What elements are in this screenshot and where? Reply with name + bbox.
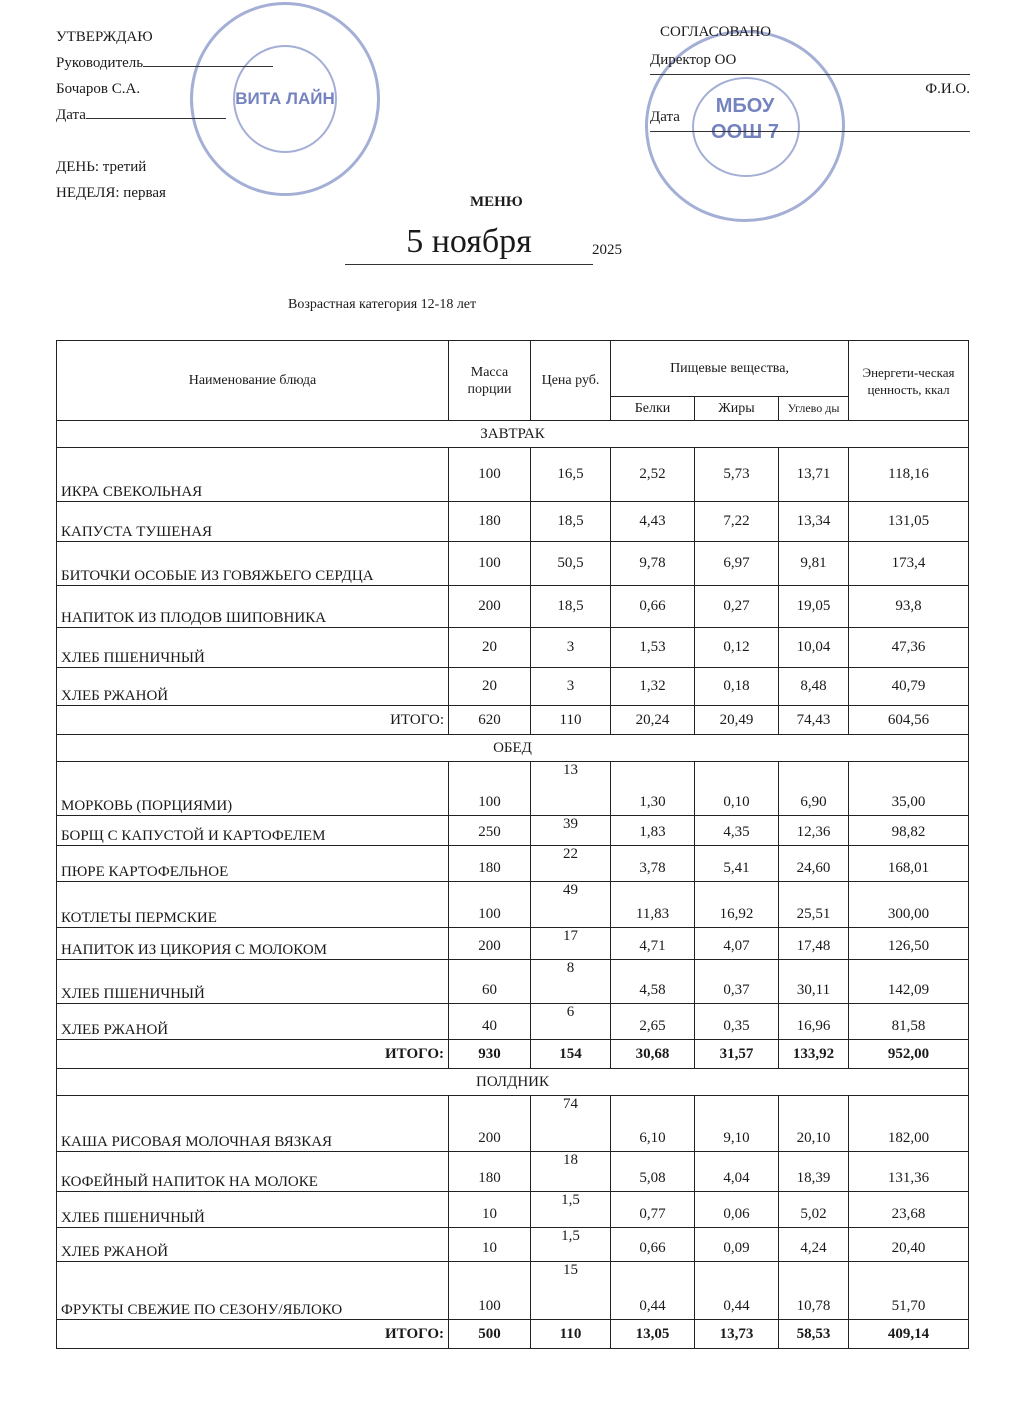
cell-carbs: 6,90	[779, 762, 849, 816]
menu-item-row	[57, 502, 969, 542]
menu-item-row	[57, 1152, 969, 1192]
cell-protein: 9,78	[611, 542, 695, 586]
cell-energy: 118,16	[849, 448, 969, 502]
cell-fat: 4,07	[695, 928, 779, 960]
cell-mass: 180	[449, 846, 531, 882]
dish-name: КАПУСТА ТУШЕНАЯ	[57, 502, 449, 542]
cell-protein: 4,43	[611, 502, 695, 542]
menu-item-row	[57, 1096, 969, 1152]
cell-mass: 200	[449, 928, 531, 960]
cell-protein: 3,78	[611, 846, 695, 882]
cell-protein: 2,65	[611, 1004, 695, 1040]
cell-carbs: 25,51	[779, 882, 849, 928]
cell-price: 17	[531, 928, 611, 960]
cell-energy: 20,40	[849, 1228, 969, 1262]
menu-item-row	[57, 762, 969, 816]
cell-price: 18,5	[531, 586, 611, 628]
stamp-left-text: ВИТА ЛАЙН	[235, 89, 335, 108]
day-label: ДЕНЬ: третий	[56, 159, 147, 175]
section-title: ОБЕД	[57, 735, 969, 762]
cell-mass: 250	[449, 816, 531, 846]
cell-protein: 2,52	[611, 448, 695, 502]
cell-energy: 182,00	[849, 1096, 969, 1152]
cell-price: 22	[531, 846, 611, 882]
cell-protein: 1,53	[611, 628, 695, 668]
col-header-name: Наименование блюда	[57, 341, 449, 421]
cell-energy: 93,8	[849, 586, 969, 628]
total-label: ИТОГО:	[57, 1320, 449, 1349]
cell-price: 18	[531, 1152, 611, 1192]
col-header-mass: Масса порции	[449, 341, 531, 421]
dish-name: КОТЛЕТЫ ПЕРМСКИЕ	[57, 882, 449, 928]
approval-block-right	[650, 18, 970, 132]
menu-item-row	[57, 628, 969, 668]
cell-fat: 0,44	[695, 1262, 779, 1320]
menu-item-row	[57, 1192, 969, 1228]
cell-price: 1,5	[531, 1192, 611, 1228]
cell-price: 39	[531, 816, 611, 846]
agreed-date-label: Дата	[650, 109, 680, 125]
total-price: 110	[531, 1320, 611, 1349]
cell-energy: 142,09	[849, 960, 969, 1004]
cell-price: 8	[531, 960, 611, 1004]
total-fat: 13,73	[695, 1320, 779, 1349]
cell-mass: 10	[449, 1192, 531, 1228]
dish-name: ХЛЕБ ПШЕНИЧНЫЙ	[57, 1192, 449, 1228]
cell-price: 49	[531, 882, 611, 928]
cell-energy: 47,36	[849, 628, 969, 668]
cell-price: 18,5	[531, 502, 611, 542]
dish-name: КАША РИСОВАЯ МОЛОЧНАЯ ВЯЗКАЯ	[57, 1096, 449, 1152]
menu-title: МЕНЮ	[470, 194, 523, 210]
cell-fat: 0,35	[695, 1004, 779, 1040]
menu-item-row	[57, 882, 969, 928]
cell-fat: 0,18	[695, 668, 779, 706]
menu-item-row	[57, 542, 969, 586]
cell-carbs: 13,34	[779, 502, 849, 542]
section-total-row	[57, 1320, 969, 1349]
approval-block-left	[56, 24, 273, 206]
dish-name: ПЮРЕ КАРТОФЕЛЬНОЕ	[57, 846, 449, 882]
cell-energy: 300,00	[849, 882, 969, 928]
dish-name: ХЛЕБ ПШЕНИЧНЫЙ	[57, 960, 449, 1004]
cell-mass: 100	[449, 882, 531, 928]
dish-name: НАПИТОК ИЗ ЦИКОРИЯ С МОЛОКОМ	[57, 928, 449, 960]
cell-mass: 20	[449, 628, 531, 668]
cell-carbs: 19,05	[779, 586, 849, 628]
total-mass: 500	[449, 1320, 531, 1349]
dish-name: ХЛЕБ РЖАНОЙ	[57, 1004, 449, 1040]
cell-protein: 1,30	[611, 762, 695, 816]
cell-mass: 40	[449, 1004, 531, 1040]
section-header-row	[57, 735, 969, 762]
cell-mass: 180	[449, 502, 531, 542]
total-protein: 13,05	[611, 1320, 695, 1349]
cell-carbs: 18,39	[779, 1152, 849, 1192]
cell-mass: 100	[449, 1262, 531, 1320]
menu-table	[56, 340, 969, 1349]
dish-name: ХЛЕБ ПШЕНИЧНЫЙ	[57, 628, 449, 668]
menu-item-row	[57, 586, 969, 628]
cell-price: 6	[531, 1004, 611, 1040]
agreed-title: СОГЛАСОВАНО	[660, 24, 772, 40]
cell-mass: 10	[449, 1228, 531, 1262]
cell-fat: 16,92	[695, 882, 779, 928]
menu-item-row	[57, 1228, 969, 1262]
cell-fat: 5,73	[695, 448, 779, 502]
menu-item-row	[57, 816, 969, 846]
cell-mass: 200	[449, 1096, 531, 1152]
cell-price: 1,5	[531, 1228, 611, 1262]
cell-protein: 0,44	[611, 1262, 695, 1320]
total-protein: 30,68	[611, 1040, 695, 1069]
menu-item-row	[57, 668, 969, 706]
cell-price: 3	[531, 628, 611, 668]
menu-item-row	[57, 1004, 969, 1040]
cell-carbs: 4,24	[779, 1228, 849, 1262]
cell-fat: 0,12	[695, 628, 779, 668]
col-header-energy: Энергети-ческая ценность, ккал	[849, 341, 969, 421]
col-header-protein: Белки	[611, 397, 695, 421]
cell-carbs: 13,71	[779, 448, 849, 502]
total-energy: 604,56	[849, 706, 969, 735]
stamp-right-line2: ООШ 7	[711, 121, 779, 143]
cell-price: 74	[531, 1096, 611, 1152]
dish-name: БИТОЧКИ ОСОБЫЕ ИЗ ГОВЯЖЬЕГО СЕРДЦА	[57, 542, 449, 586]
cell-fat: 0,09	[695, 1228, 779, 1262]
cell-protein: 4,71	[611, 928, 695, 960]
cell-carbs: 24,60	[779, 846, 849, 882]
cell-energy: 23,68	[849, 1192, 969, 1228]
cell-carbs: 10,04	[779, 628, 849, 668]
cell-protein: 0,66	[611, 586, 695, 628]
col-header-nutrients: Пищевые вещества,	[611, 341, 849, 397]
cell-mass: 20	[449, 668, 531, 706]
cell-energy: 81,58	[849, 1004, 969, 1040]
menu-year: 2025	[592, 242, 622, 258]
cell-energy: 40,79	[849, 668, 969, 706]
section-total-row	[57, 1040, 969, 1069]
cell-energy: 51,70	[849, 1262, 969, 1320]
dish-name: ХЛЕБ РЖАНОЙ	[57, 1228, 449, 1262]
cell-protein: 4,58	[611, 960, 695, 1004]
menu-item-row	[57, 928, 969, 960]
cell-carbs: 20,10	[779, 1096, 849, 1152]
total-protein: 20,24	[611, 706, 695, 735]
dish-name: НАПИТОК ИЗ ПЛОДОВ ШИПОВНИКА	[57, 586, 449, 628]
cell-mass: 100	[449, 448, 531, 502]
cell-fat: 9,10	[695, 1096, 779, 1152]
dish-name: МОРКОВЬ (ПОРЦИЯМИ)	[57, 762, 449, 816]
dish-name: БОРЩ С КАПУСТОЙ И КАРТОФЕЛЕМ	[57, 816, 449, 846]
cell-carbs: 17,48	[779, 928, 849, 960]
cell-price: 15	[531, 1262, 611, 1320]
cell-mass: 100	[449, 762, 531, 816]
approve-title: УТВЕРЖДАЮ	[56, 29, 153, 45]
approve-date-label: Дата	[56, 107, 86, 123]
cell-mass: 60	[449, 960, 531, 1004]
cell-fat: 4,04	[695, 1152, 779, 1192]
menu-item-row	[57, 960, 969, 1004]
cell-fat: 7,22	[695, 502, 779, 542]
cell-carbs: 12,36	[779, 816, 849, 846]
cell-price: 50,5	[531, 542, 611, 586]
cell-fat: 6,97	[695, 542, 779, 586]
cell-energy: 126,50	[849, 928, 969, 960]
cell-protein: 11,83	[611, 882, 695, 928]
cell-fat: 5,41	[695, 846, 779, 882]
total-price: 110	[531, 706, 611, 735]
cell-carbs: 10,78	[779, 1262, 849, 1320]
cell-energy: 131,05	[849, 502, 969, 542]
dish-name: ХЛЕБ РЖАНОЙ	[57, 668, 449, 706]
approver-name: Бочаров С.А.	[56, 81, 141, 97]
cell-protein: 0,77	[611, 1192, 695, 1228]
approver-role: Руководитель	[56, 55, 144, 71]
cell-protein: 1,83	[611, 816, 695, 846]
cell-carbs: 5,02	[779, 1192, 849, 1228]
total-label: ИТОГО:	[57, 706, 449, 735]
col-header-carbs: Углево ды	[779, 397, 849, 421]
section-header-row	[57, 421, 969, 448]
menu-item-row	[57, 1262, 969, 1320]
cell-price: 16,5	[531, 448, 611, 502]
cell-fat: 0,06	[695, 1192, 779, 1228]
section-header-row	[57, 1069, 969, 1096]
col-header-fat: Жиры	[695, 397, 779, 421]
cell-mass: 200	[449, 586, 531, 628]
total-label: ИТОГО:	[57, 1040, 449, 1069]
total-carbs: 133,92	[779, 1040, 849, 1069]
cell-fat: 0,10	[695, 762, 779, 816]
total-energy: 409,14	[849, 1320, 969, 1349]
menu-item-row	[57, 448, 969, 502]
age-category: Возрастная категория 12-18 лет	[288, 297, 477, 312]
cell-mass: 100	[449, 542, 531, 586]
cell-protein: 1,32	[611, 668, 695, 706]
stamp-right-line1: МБОУ	[715, 95, 775, 117]
cell-carbs: 8,48	[779, 668, 849, 706]
cell-carbs: 9,81	[779, 542, 849, 586]
total-carbs: 58,53	[779, 1320, 849, 1349]
menu-item-row	[57, 846, 969, 882]
cell-mass: 180	[449, 1152, 531, 1192]
cell-price: 13	[531, 762, 611, 816]
total-fat: 31,57	[695, 1040, 779, 1069]
total-carbs: 74,43	[779, 706, 849, 735]
total-price: 154	[531, 1040, 611, 1069]
total-energy: 952,00	[849, 1040, 969, 1069]
section-title: ЗАВТРАК	[57, 421, 969, 448]
total-mass: 930	[449, 1040, 531, 1069]
cell-fat: 0,37	[695, 960, 779, 1004]
col-header-price: Цена руб.	[531, 341, 611, 421]
cell-fat: 0,27	[695, 586, 779, 628]
cell-energy: 35,00	[849, 762, 969, 816]
section-total-row	[57, 706, 969, 735]
cell-protein: 6,10	[611, 1096, 695, 1152]
section-title: ПОЛДНИК	[57, 1069, 969, 1096]
week-label: НЕДЕЛЯ: первая	[56, 185, 166, 201]
cell-protein: 0,66	[611, 1228, 695, 1262]
menu-table-body	[57, 421, 969, 1349]
director-role: Директор ОО	[650, 52, 737, 68]
total-mass: 620	[449, 706, 531, 735]
cell-price: 3	[531, 668, 611, 706]
cell-protein: 5,08	[611, 1152, 695, 1192]
cell-energy: 98,82	[849, 816, 969, 846]
cell-carbs: 30,11	[779, 960, 849, 1004]
cell-carbs: 16,96	[779, 1004, 849, 1040]
cell-energy: 168,01	[849, 846, 969, 882]
cell-energy: 131,36	[849, 1152, 969, 1192]
dish-name: КОФЕЙНЫЙ НАПИТОК НА МОЛОКЕ	[57, 1152, 449, 1192]
dish-name: ИКРА СВЕКОЛЬНАЯ	[57, 448, 449, 502]
total-fat: 20,49	[695, 706, 779, 735]
cell-energy: 173,4	[849, 542, 969, 586]
menu-date: 5 ноября	[345, 224, 593, 265]
cell-fat: 4,35	[695, 816, 779, 846]
fio-label: Ф.И.О.	[925, 81, 970, 97]
dish-name: ФРУКТЫ СВЕЖИЕ ПО СЕЗОНУ/ЯБЛОКО	[57, 1262, 449, 1320]
